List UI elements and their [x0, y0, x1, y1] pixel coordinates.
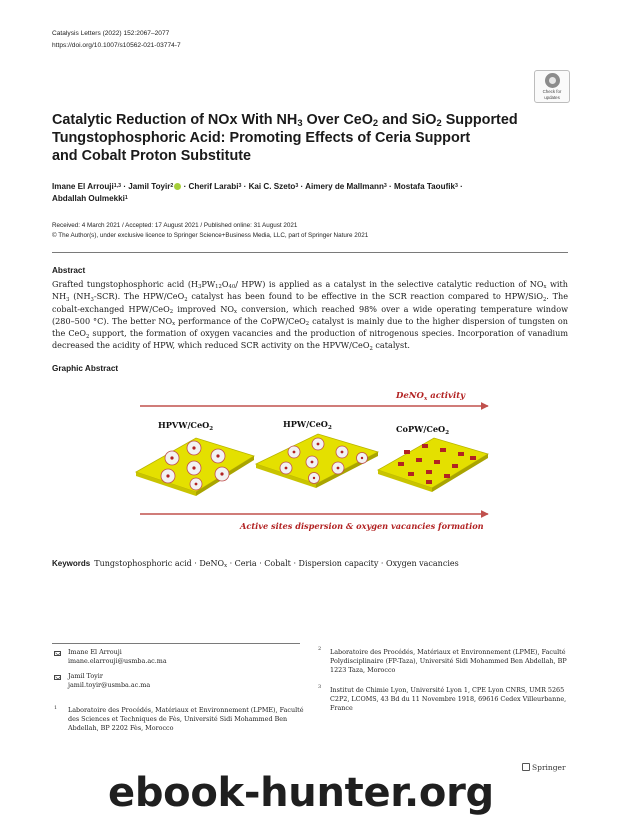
email-link[interactable]: jamil.toyir@usmba.ac.ma: [68, 681, 151, 689]
publication-dates: [52, 221, 368, 240]
author-name[interactable]: Abdallah Oulmekki: [52, 194, 125, 203]
watermark: ebook-hunter.org: [108, 770, 494, 816]
title-line-3: and Cobalt Proton Substitute: [52, 148, 252, 164]
hpvw-ceo2-label: HPVW/CeO$_2$: [158, 420, 214, 432]
hpw-ceo2-label: HPW/CeO$_2$: [283, 419, 332, 431]
footnote-divider: [52, 643, 300, 644]
check-for-label: Check for: [542, 89, 562, 94]
keywords-label: Keywords: [52, 559, 91, 568]
graphic-abstract-figure: [126, 386, 494, 536]
abstract-line: Grafted tungstophosphoric acid ($H_3PW_{12}O_{40}/$ HPW) is applied as a catalyst in the selective catalytic reduction of $NO_x$ with: [52, 279, 568, 291]
author-line-2: Abdallah Oulmekki$^1$: [52, 194, 128, 203]
copyright-line: © The Author(s), under exclusive licence to Springer Science+Business Media, LLC, part of Springer Nature 2021: [52, 231, 369, 239]
support-copw: [378, 438, 488, 492]
publisher-logo: Springer: [522, 763, 566, 772]
check-for-updates-badge[interactable]: [534, 70, 570, 103]
dates-line: Received: 4 March 2021 / Accepted: 17 August 2021 / Published online: 31 August 2021: [52, 222, 298, 229]
denox-activity-label: DeNO$_x$ activity: [396, 391, 466, 402]
author-name[interactable]: · Cherif Larabi: [181, 182, 239, 191]
affiliation-mark: 1: [54, 705, 58, 711]
keywords: [52, 559, 459, 568]
article-title: [52, 111, 532, 165]
copw-ceo2-label: CoPW/CeO$_2$: [396, 424, 450, 436]
affiliation-mark: 3: [318, 684, 322, 690]
author-name[interactable]: · Jamil Toyir: [121, 182, 171, 191]
journal-citation: Catalysis Letters (2022) 152:2067–2077: [52, 30, 170, 37]
author-name[interactable]: · Mostafa Taoufik: [386, 182, 456, 191]
abstract-text: [52, 278, 568, 352]
abstract-line: cobalt-exchanged HPW/CeO$_2$ improved $NO_x$ conversion, which reached 98% over a wide operating temperature window: [52, 303, 568, 315]
author-name[interactable]: · Aimery de Mallmann: [298, 182, 384, 191]
graphic-abstract-heading: Graphic Abstract: [52, 364, 119, 373]
affiliation-3: Institut de Chimie Lyon, Université Lyon 1, CPE Lyon CNRS, UMR 5265 C2P2, LCOMS, 43 Bd du 11 Novembre 1918, 69616 Cedex Villeurbanne, France: [330, 686, 567, 712]
keywords-list: Tungstophosphoric acid · DeNO$_x$ · Ceria · Cobalt · Dispersion capacity · Oxygen vacancies: [94, 559, 459, 570]
affiliations-right: [318, 646, 568, 766]
abstract-heading: Abstract: [52, 266, 86, 275]
corresponding-author-1: Imane El Arrouji imane.elarrouji@usmba.ac.ma: [68, 648, 304, 666]
active-sites-label: Active sites dispersion & oxygen vacancies formation: [240, 521, 484, 531]
title-line-2: Tungstophosphoric Acid: Promoting Effects of Ceria Support: [52, 130, 471, 146]
updates-label: updates: [544, 95, 560, 100]
author-name[interactable]: Imane El Arrouji: [52, 182, 114, 191]
refresh-icon: [545, 73, 560, 88]
corresponding-authors: [52, 648, 302, 768]
corresponding-author-2: Jamil Toyir jamil.toyir@usmba.ac.ma: [68, 672, 304, 690]
author-line-1: Imane El Arrouji$^{1,3}$ · Jamil Toyir$^2$ · Cherif Larabi$^3$ · Kai C. Szeto$^3$ · Aimery de Mallmann$^3$ · Mostafa Taoufik$^3$ ·: [52, 182, 463, 191]
doi-link[interactable]: https://doi.org/10.1007/s10562-021-03774-7: [52, 42, 181, 49]
author-name[interactable]: · Kai C. Szeto: [241, 182, 296, 191]
email-icon: [54, 675, 61, 680]
email-link[interactable]: imane.elarrouji@usmba.ac.ma: [68, 657, 167, 665]
affiliation-mark: 2: [318, 646, 322, 652]
abstract-line: (280–500 °C). The better $NO_x$ performance of the CoPW/CeO$_2$ catalyst is mainly due to the higher dispersion of tungsten on: [52, 315, 568, 328]
header-divider: [52, 252, 568, 253]
abstract-line: decreased the acidity of HPW, which reduced SCR activity on the HPVW/CeO$_2$ catalyst.: [52, 340, 410, 352]
abstract-line: $NH_3$ $(NH_3-SCR)$. The HPW/CeO$_2$ catalyst has been found to be effective in the SCR reaction compared to HPW/SiO$_2$. The: [52, 291, 569, 303]
author-list: [52, 181, 572, 205]
springer-horse-icon: [522, 763, 530, 771]
abstract-line: the CeO$_2$ support, the formation of oxygen vacancies and the production of nitrogenous species. Incorporation of vanadium: [52, 328, 569, 340]
affiliation-2: Laboratoire des Procédés, Matériaux et Environnement (LPME), Faculté Polydisciplinaire (FP-Taza), Université Sidi Mohammed Ben Abdellah, BP 1223 Taza, Morocco: [330, 648, 567, 674]
title-line-1: Catalytic Reduction of NOx With $NH_3$ Over CeO$_2$ and SiO$_2$ Supported: [52, 112, 518, 129]
affiliation-1: Laboratoire des Procédés, Matériaux et Environnement (LPME), Faculté des Sciences et Techniques de Fès, Université Sidi Mohammed Ben Abdellah, BP 2202 Fès, Morocco: [68, 706, 304, 732]
email-icon: [54, 651, 61, 656]
